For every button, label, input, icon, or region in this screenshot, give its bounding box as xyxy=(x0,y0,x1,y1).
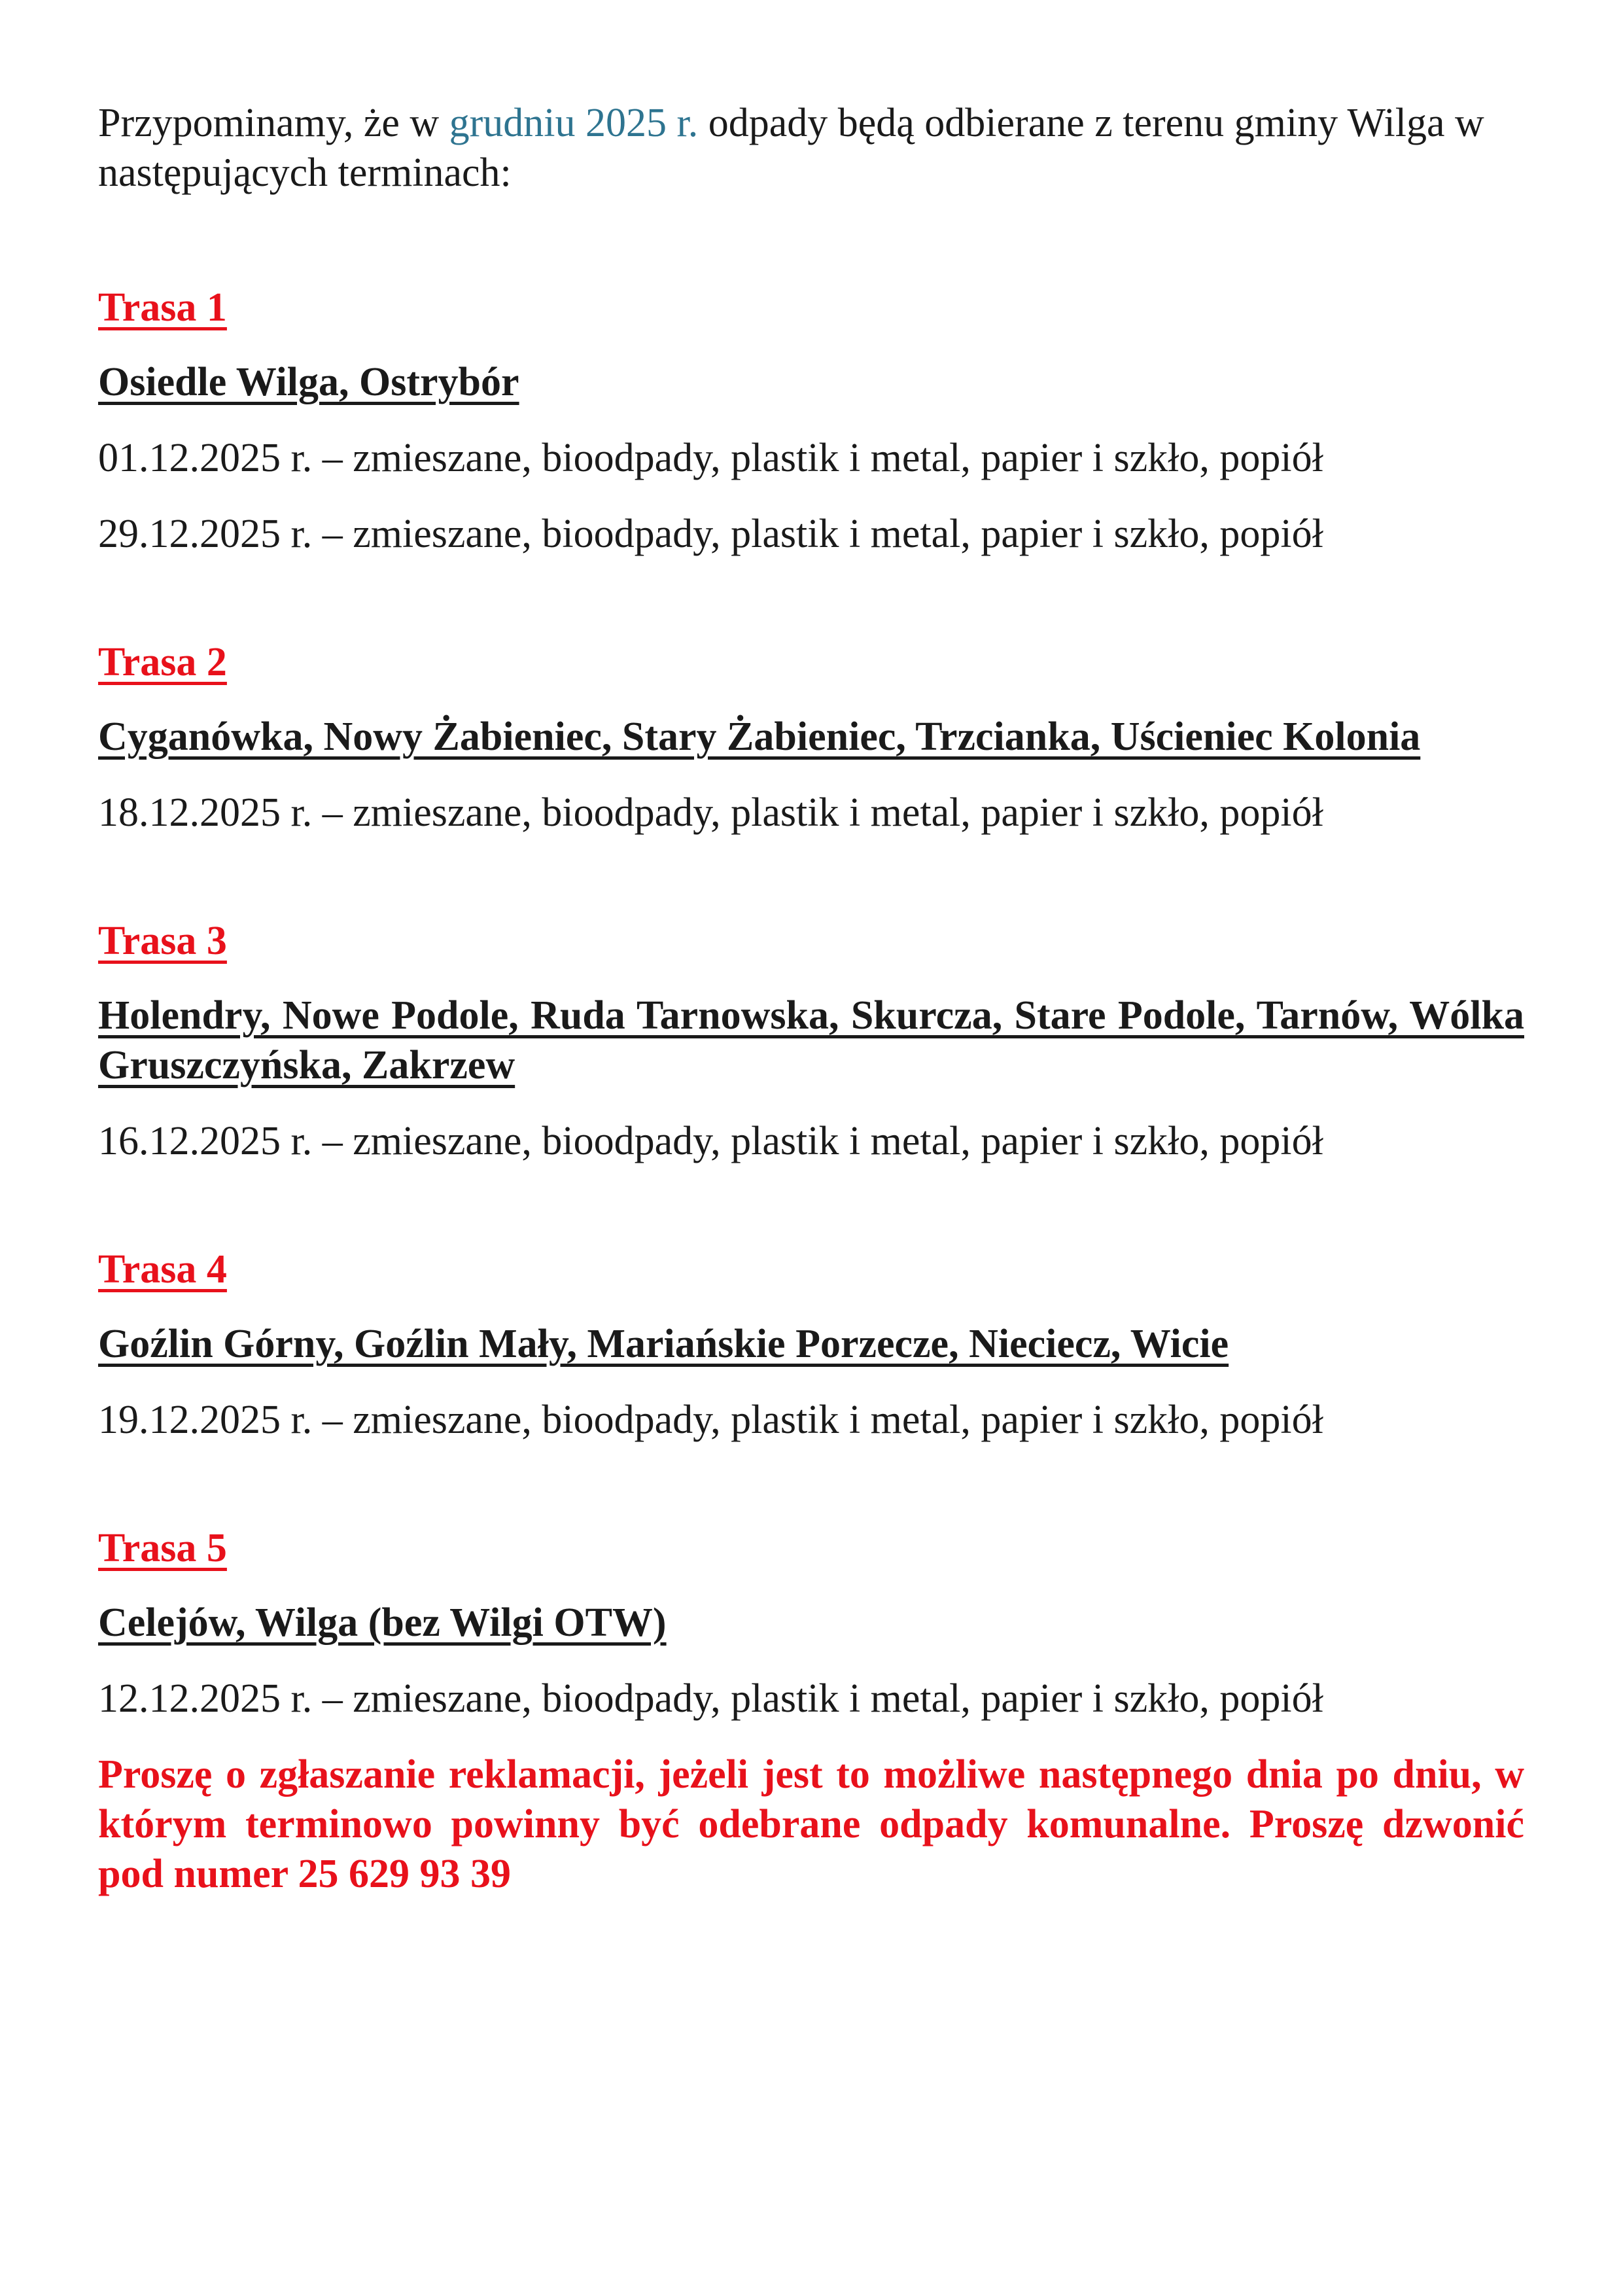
route-date: 29.12.2025 r. – zmieszane, bioodpady, plastik i metal, papier i szkło, popiół xyxy=(98,512,1323,556)
route-title: Trasa 3 xyxy=(98,919,227,963)
route-title: Trasa 1 xyxy=(98,285,227,330)
intro-month-highlight: grudniu 2025 r. xyxy=(449,101,699,145)
route-places: Celejów, Wilga (bez Wilgi OTW) xyxy=(98,1600,667,1645)
route-title: Trasa 5 xyxy=(98,1526,227,1570)
route-places: Goźlin Górny, Goźlin Mały, Mariańskie Porzecze, Nieciecz, Wicie xyxy=(98,1322,1229,1366)
route-places: Holendry, Nowe Podole, Ruda Tarnowska, Skurcza, Stare Podole, Tarnów, Wólka Gruszczyńska, Zakrzew xyxy=(98,993,1524,1087)
route-places: Cyganówka, Nowy Żabieniec, Stary Żabieniec, Trzcianka, Uścieniec Kolonia xyxy=(98,715,1421,759)
route-date: 16.12.2025 r. – zmieszane, bioodpady, plastik i metal, papier i szkło, popiół xyxy=(98,1119,1323,1163)
route-section-3 xyxy=(98,916,1524,1166)
route-section-5 xyxy=(98,1523,1524,1899)
document-page xyxy=(98,98,1524,1899)
complaint-notice: Proszę o zgłaszanie reklamacji, jeżeli jest to możliwe następnego dnia po dniu, w którym terminowo powinny być odebrane odpady komunalne. Proszę dzwonić pod numer 25 629 93 39 xyxy=(98,1752,1524,1896)
route-date: 18.12.2025 r. – zmieszane, bioodpady, plastik i metal, papier i szkło, popiół xyxy=(98,790,1323,835)
intro-before: Przypominamy, że w xyxy=(98,101,449,145)
route-title: Trasa 2 xyxy=(98,640,227,684)
route-title: Trasa 4 xyxy=(98,1247,227,1292)
route-date: 19.12.2025 r. – zmieszane, bioodpady, plastik i metal, papier i szkło, popiół xyxy=(98,1398,1323,1442)
route-section-1 xyxy=(98,283,1524,559)
route-section-2 xyxy=(98,637,1524,838)
route-places: Osiedle Wilga, Ostrybór xyxy=(98,360,519,404)
route-section-4 xyxy=(98,1245,1524,1445)
intro-after: odpady będą odbierane z terenu gminy Wilga w następujących terminach: xyxy=(98,101,1484,195)
route-date: 12.12.2025 r. – zmieszane, bioodpady, plastik i metal, papier i szkło, popiół xyxy=(98,1676,1323,1721)
route-date: 01.12.2025 r. – zmieszane, bioodpady, plastik i metal, papier i szkło, popiół xyxy=(98,436,1323,480)
intro-paragraph xyxy=(98,98,1524,198)
